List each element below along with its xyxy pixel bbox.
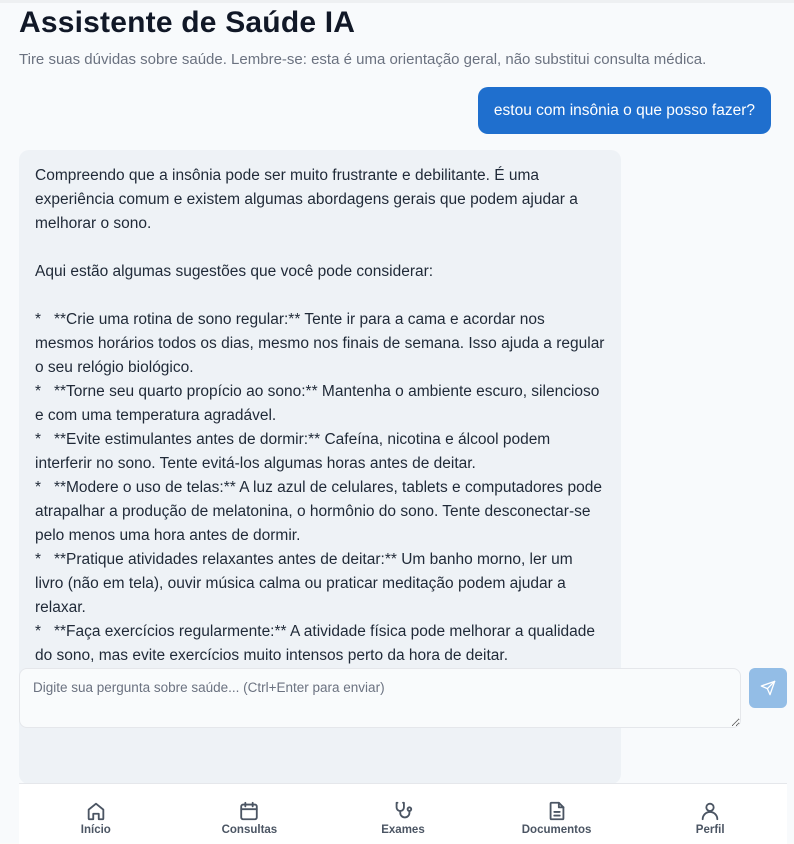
nav-item-documentos[interactable] [480, 784, 634, 844]
user-icon [699, 800, 721, 822]
calendar-icon [238, 800, 260, 822]
assistant-message-bubble: Compreendo que a insônia pode ser muito frustrante e debilitante. É uma experiência comum e existem algumas abordagens gerais que podem ajudar a melhorar o sono. Aqui estão algumas sugestões que você pode considerar: * **Crie uma rotina de sono regular:** Tente ir para a cama e acordar nos mesmos horários todos os dias, mesmo nos finais de semana. Isso ajuda a regular o seu relógio biológico. * **Torne seu quarto propício ao sono:** Mantenha o ambiente escuro, silencioso e com uma temperatura agradável. * **Evite estimulantes antes de dormir:** Cafeína, nicotina e álcool podem interferir no sono. Tente evitá-los algumas horas antes de deitar. * **Modere o uso de telas:** A luz azul de celulares, tablets e computadores pode atrapalhar a produção de melatonina, o hormônio do sono. Tente desconectar-se pelo menos uma hora antes de dormir. * **Pratique atividades relaxantes antes de deitar:** Um banho morno, ler um livro (não em tela), ouvir música calma ou praticar meditação podem ajudar a relaxar. * **Faça exercícios regularmente:** A atividade física pode melhorar a qualidade do sono, mas evite exercícios muito intensos perto da hora de deitar. [19, 150, 621, 784]
page-subtitle: Tire suas dúvidas sobre saúde. Lembre-se: esta é uma orientação geral, não substitui consulta médica. [19, 51, 707, 68]
nav-item-consultas[interactable] [173, 784, 327, 844]
nav-item-exames[interactable] [326, 784, 480, 844]
stethoscope-icon [392, 800, 414, 822]
nav-label-documentos: Documentos [521, 824, 592, 836]
nav-label-exames: Exames [381, 824, 425, 836]
home-icon [85, 800, 107, 822]
send-button[interactable] [749, 668, 787, 708]
nav-label-perfil: Perfil [695, 824, 725, 836]
document-icon [546, 800, 568, 822]
bottom-navigation [19, 783, 787, 844]
message-composer [19, 668, 741, 728]
top-divider [0, 0, 794, 3]
page-title: Assistente de Saúde IA [19, 6, 356, 39]
send-icon [760, 680, 776, 696]
nav-item-perfil[interactable] [633, 784, 787, 844]
chat-messages[interactable] [19, 82, 787, 664]
user-message-row [19, 87, 787, 134]
nav-label-inicio: Início [80, 824, 111, 836]
nav-item-inicio[interactable] [19, 784, 173, 844]
nav-label-consultas: Consultas [221, 824, 278, 836]
user-message-bubble: estou com insônia o que posso fazer? [478, 87, 771, 134]
question-input[interactable] [20, 669, 740, 727]
